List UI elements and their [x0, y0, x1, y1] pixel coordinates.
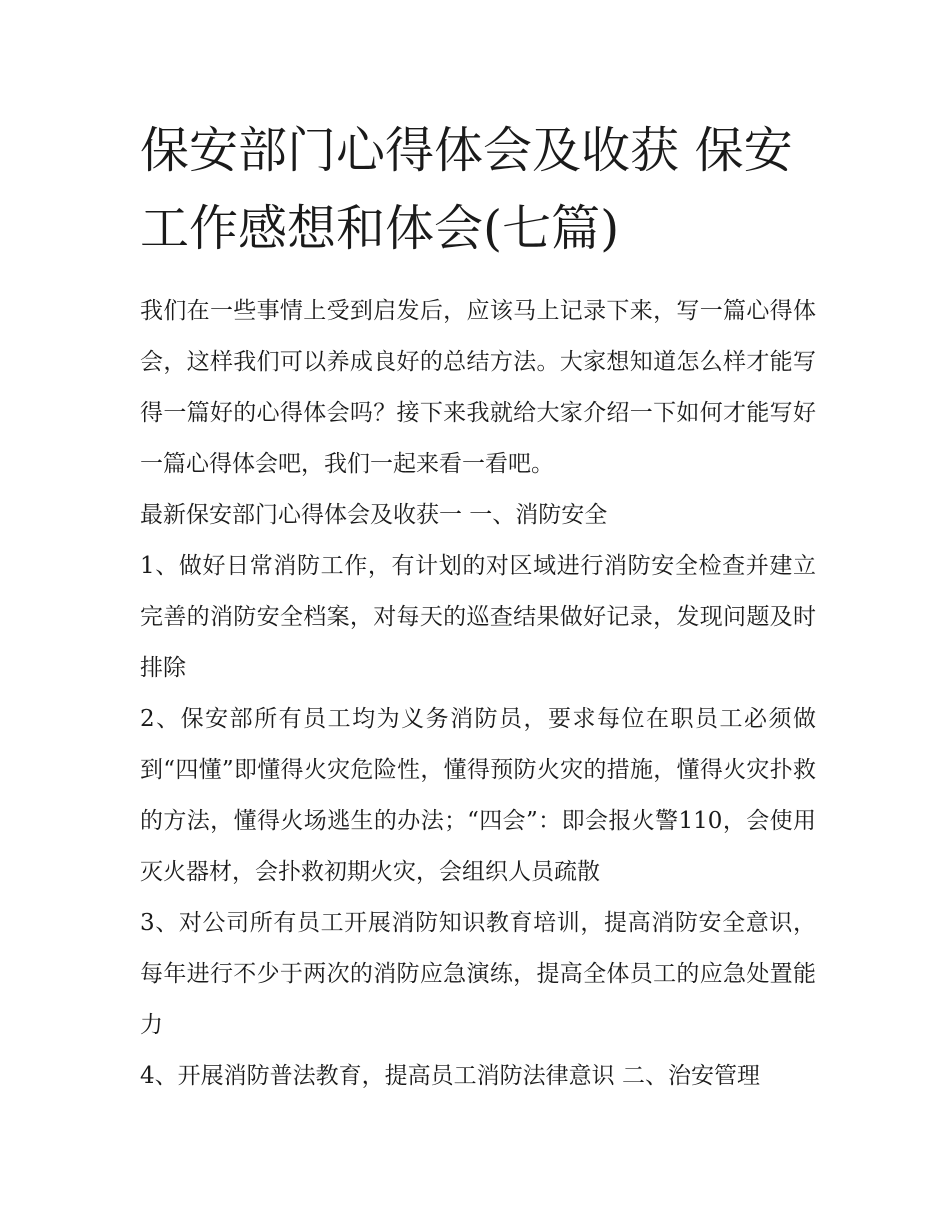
list-item: 1、做好日常消防工作，有计划的对区域进行消防安全检查并建立完善的消防安全档案，对每天的巡查结果做好记录，发现问题及时排除 — [140, 553, 816, 681]
document-page — [140, 112, 816, 1102]
section-heading: 最新保安部门心得体会及收获一 一、消防安全 — [140, 502, 608, 528]
list-item: 2、保安部所有员工均为义务消防员，要求每位在职员工必须做到“四懂”即懂得火灾危险性，懂得预防火灾的措施，懂得火灾扑救的方法，懂得火场逃生的办法；“四会”：即会报火警110，会使用灭火器材，会扑救初期火灾，会组织人员疏散 — [140, 706, 816, 885]
intro-paragraph: 我们在一些事情上受到启发后，应该马上记录下来，写一篇心得体会，这样我们可以养成良好的总结方法。大家想知道怎么样才能写得一篇好的心得体会吗？接下来我就给大家介绍一下如何才能写好一篇心得体会吧，我们一起来看一看吧。 — [140, 298, 816, 477]
list-item: 3、对公司所有员工开展消防知识教育培训，提高消防安全意识，每年进行不少于两次的消防应急演练，提高全体员工的应急处置能力 — [140, 910, 816, 1038]
document-title: 保安部门心得体会及收获 保安工作感想和体会(七篇) — [140, 122, 793, 257]
list-item: 4、开展消防普法教育，提高员工消防法律意识 二、治安管理 — [140, 1063, 760, 1089]
